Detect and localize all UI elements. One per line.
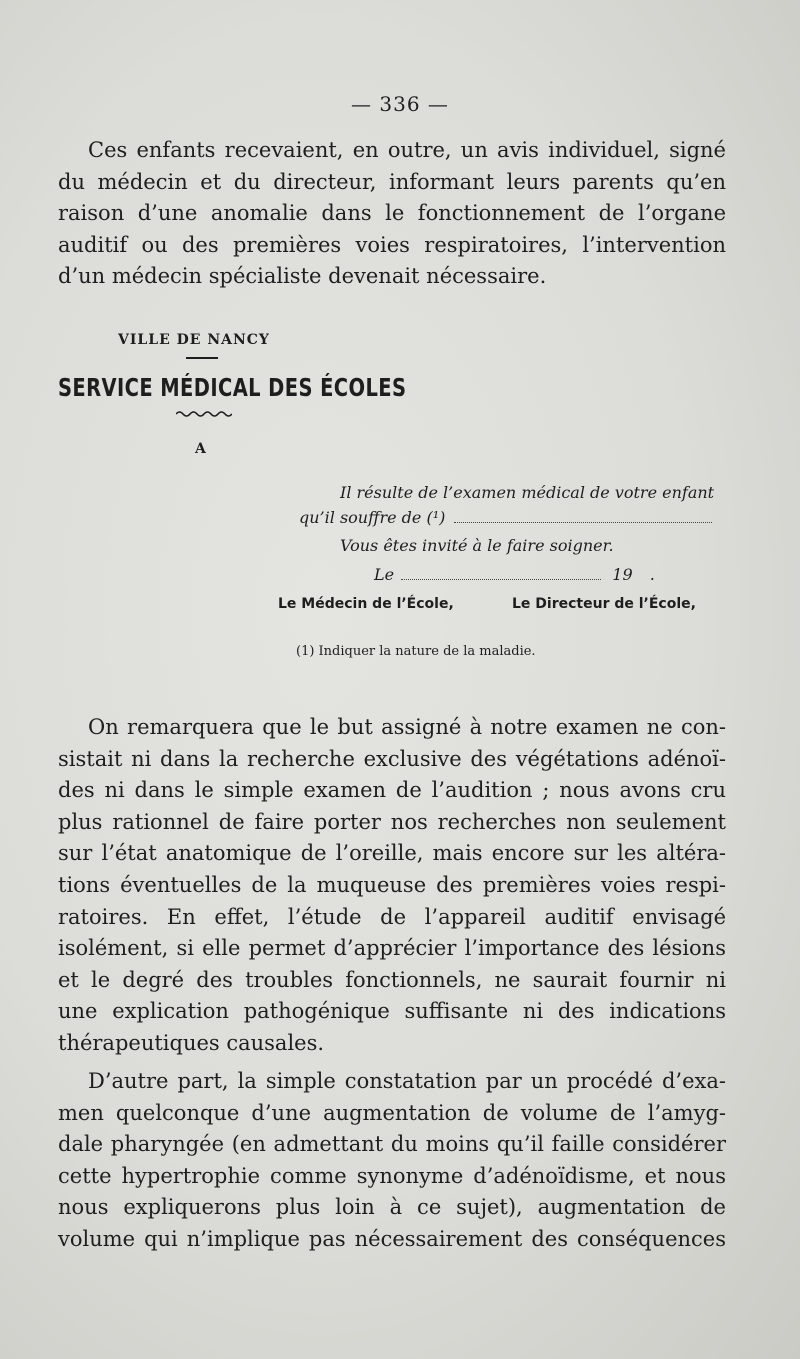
text-line: Ces enfants recevaient, en outre, un avis individuel, signé: [88, 138, 726, 162]
wavy-ornament: [176, 410, 232, 418]
fill-in-blank: [454, 512, 712, 523]
text-line: sistait ni dans la recherche exclusive des végétations adénoï-: [58, 746, 726, 771]
text-line: thérapeutiques causales.: [58, 1030, 325, 1055]
footnote: (1) Indiquer la nature de la maladie.: [296, 644, 536, 659]
text-line: ratoires. En effet, l’étude de l’appareil auditif envisagé: [58, 904, 726, 929]
text-line: sur l’état anatomique de l’oreille, mais encore sur les altéra-: [58, 841, 726, 866]
date-blank: [401, 569, 601, 580]
text-line: des ni dans le simple examen de l’audition ; nous avons cru: [58, 778, 726, 803]
page-number: — 336 —: [351, 92, 449, 116]
text-line: raison d’une anomalie dans le fonctionnement de l’organe: [58, 201, 726, 226]
text-line: nous expliquerons plus loin à ce sujet), augmentation de: [58, 1195, 726, 1220]
text-line: cette hypertrophie comme synonyme d’adénoïdisme, et nous: [58, 1163, 726, 1188]
text-line: men quelconque d’une augmentation de volume de l’amyg-: [58, 1100, 726, 1125]
notice-line-2: [299, 508, 712, 527]
service-title: SERVICE MÉDICAL DES ÉCOLES: [58, 373, 407, 402]
city-heading: VILLE DE NANCY: [118, 332, 270, 348]
paragraph-3: [58, 1066, 726, 1256]
form-letter: A: [195, 441, 206, 457]
year-prefix: 19: [612, 565, 633, 584]
text-line: auditif ou des premières voies respiratoires, l’intervention: [58, 232, 726, 257]
text-line: une explication pathogénique suffisante ni des indications: [58, 999, 726, 1024]
text-line: et le degré des troubles fonctionnels, ne saurait fournir ni: [58, 967, 726, 992]
notice-line-3: Vous êtes invité à le faire soigner.: [340, 536, 614, 555]
text-line: du médecin et du directeur, informant leurs parents qu’en: [58, 169, 726, 194]
text-line: D’autre part, la simple constatation par un procédé d’exa-: [88, 1069, 726, 1093]
signature-director: Le Directeur de l’École,: [512, 596, 696, 612]
notice-line-4: [374, 565, 655, 584]
text-line: tions éventuelles de la muqueuse des premières voies respi-: [58, 872, 726, 897]
text-line: On remarquera que le but assigné à notre examen ne con-: [88, 715, 726, 739]
notice-line-1: Il résulte de l’examen médical de votre enfant: [340, 483, 715, 502]
footnote-marker: (¹): [426, 508, 446, 527]
paragraph-2: [58, 712, 726, 1060]
text-line: plus rationnel de faire porter nos recherches non seulement: [58, 809, 726, 834]
signature-doctor: Le Médecin de l’École,: [278, 596, 454, 612]
text-line: dale pharyngée (en admettant du moins qu’il faille considérer: [58, 1132, 726, 1157]
text-line: volume qui n’implique pas nécessairement des conséquences: [58, 1226, 726, 1251]
date-end-dot: .: [649, 565, 655, 584]
text-line: isolément, si elle permet d’apprécier l’importance des lésions: [58, 936, 726, 961]
notice-line-2-text: qu’il souffre de: [299, 508, 422, 527]
date-prefix: Le: [374, 565, 395, 584]
divider-rule: [186, 357, 218, 359]
text-line: d’un médecin spécialiste devenait nécessaire.: [58, 264, 547, 289]
paragraph-1: [58, 135, 726, 293]
